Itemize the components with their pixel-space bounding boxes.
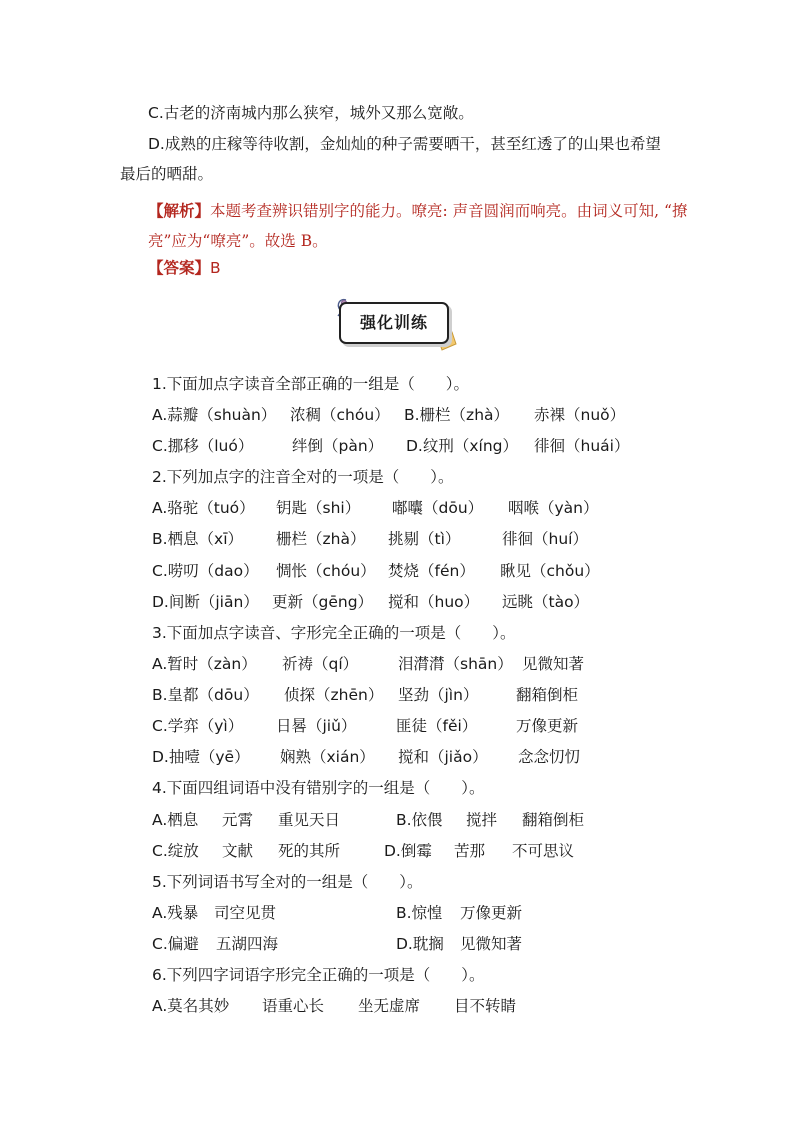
option-cell: C.唠叨（dao）: [152, 562, 259, 580]
question-6: 6.下列四字词语字形完全正确的一项是（ ）。: [152, 966, 485, 984]
answer-tag: 【答案】: [148, 259, 211, 277]
option-cell: 侦探（zhēn）: [284, 686, 384, 704]
option-cell: 徘徊（huái）: [534, 437, 630, 455]
question-4: 4.下面四组词语中没有错别字的一组是（ ）。: [152, 779, 485, 797]
option-cell: C.偏避: [152, 935, 199, 953]
option-cell: 元霄: [222, 811, 254, 829]
option-cell: 嘟囔（dōu）: [392, 499, 484, 517]
option-cell: 苦那: [454, 842, 486, 860]
option-cell: A.残暴: [152, 904, 199, 922]
option-c-text: C.古老的济南城内那么狭窄，城外又那么宽敞。: [148, 104, 474, 122]
option-cell: 祈祷（qí）: [282, 655, 359, 673]
option-cell: C.挪移（luó）: [152, 437, 254, 455]
option-cell: 语重心长: [262, 997, 325, 1015]
option-cell: C.学弈（yì）: [152, 717, 244, 735]
option-cell: 焚烧（fén）: [388, 562, 475, 580]
option-cell: 瞅见（chǒu）: [500, 562, 600, 580]
option-cell: A.栖息: [152, 811, 199, 829]
option-cell: 匪徒（fěi）: [396, 717, 478, 735]
option-cell: 挑剔（tì）: [388, 530, 461, 548]
option-d-text-line2: 最后的晒甜。: [120, 165, 214, 183]
option-cell: A.骆驼（tuó）: [152, 499, 255, 517]
option-cell: D.倒霉: [384, 842, 432, 860]
option-cell: 万像更新: [516, 717, 579, 735]
option-cell: C.绽放: [152, 842, 199, 860]
option-cell: D.纹刑（xíng）: [406, 437, 519, 455]
option-cell: 重见天日: [278, 811, 341, 829]
option-cell: 搅和（jiǎo）: [398, 748, 488, 766]
option-cell: 见微知著: [460, 935, 523, 953]
option-cell: D.耽搁: [396, 935, 444, 953]
option-cell: B.依偎: [396, 811, 443, 829]
option-cell: 搅拌: [466, 811, 498, 829]
option-cell: 五湖四海: [216, 935, 279, 953]
option-cell: 浓稠（chóu）: [290, 406, 390, 424]
option-cell: 不可思议: [512, 842, 575, 860]
option-d-text-line1: D.成熟的庄稼等待收割，金灿灿的种子需要晒干，甚至红透了的山果也希望: [148, 135, 661, 153]
option-cell: B.皇都（dōu）: [152, 686, 259, 704]
option-cell: D.抽噎（yē）: [152, 748, 250, 766]
option-cell: 更新（gēng）: [272, 593, 374, 611]
option-cell: D.间断（jiān）: [152, 593, 259, 611]
option-cell: 栅栏（zhà）: [276, 530, 366, 548]
option-cell: A.莫名其妙: [152, 997, 230, 1015]
option-cell: 绊倒（pàn）: [292, 437, 384, 455]
option-cell: 目不转睛: [454, 997, 517, 1015]
option-cell: B.惊惶: [396, 904, 443, 922]
option-cell: 司空见贯: [214, 904, 277, 922]
question-2: 2.下列加点字的注音全对的一项是（ ）。: [152, 468, 454, 486]
option-cell: 娴熟（xián）: [280, 748, 375, 766]
analysis-paragraph: [148, 196, 688, 256]
option-cell: 见微知著: [522, 655, 585, 673]
question-3: 3.下面加点字读音、字形完全正确的一项是（ ）。: [152, 624, 516, 642]
section-title: 强化训练: [359, 313, 428, 332]
option-cell: 死的其所: [278, 842, 341, 860]
option-cell: 翻箱倒柜: [516, 686, 579, 704]
section-title-banner: [334, 294, 460, 354]
option-cell: 惆怅（chóu）: [276, 562, 376, 580]
option-cell: 念念忉忉: [518, 748, 581, 766]
option-cell: 徘徊（huí）: [502, 530, 588, 548]
option-cell: 远眺（tào）: [502, 593, 590, 611]
option-cell: 泪潸潸（shān）: [398, 655, 513, 673]
option-cell: A.暂时（zàn）: [152, 655, 257, 673]
option-cell: 坚劲（jìn）: [398, 686, 479, 704]
question-5: 5.下列词语书写全对的一组是（ ）。: [152, 873, 423, 891]
option-cell: 坐无虚席: [358, 997, 421, 1015]
option-cell: A.蒜瓣（shuàn）: [152, 406, 277, 424]
option-cell: 万像更新: [460, 904, 523, 922]
answer-line: [148, 258, 221, 278]
option-cell: 赤裸（nuǒ）: [534, 406, 626, 424]
analysis-text: 本题考查辨识错别字的能力。嘹亮: 声音圆润而响亮。由词义可知, “撩亮”应为“嘹亮”。故选 B。: [148, 202, 688, 250]
question-1: 1.下面加点字读音全部正确的一组是（ ）。: [152, 375, 470, 393]
option-cell: B.栅栏（zhà）: [404, 406, 510, 424]
option-cell: B.栖息（xī）: [152, 530, 244, 548]
option-cell: 日晷（jiǔ）: [276, 717, 357, 735]
analysis-tag: 【解析】: [148, 202, 211, 220]
option-cell: 钥匙（shi）: [276, 499, 361, 517]
option-cell: 翻箱倒柜: [522, 811, 585, 829]
option-cell: 文献: [222, 842, 254, 860]
option-cell: 咽喉（yàn）: [508, 499, 599, 517]
answer-value: B: [210, 259, 221, 277]
option-cell: 搅和（huo）: [388, 593, 480, 611]
